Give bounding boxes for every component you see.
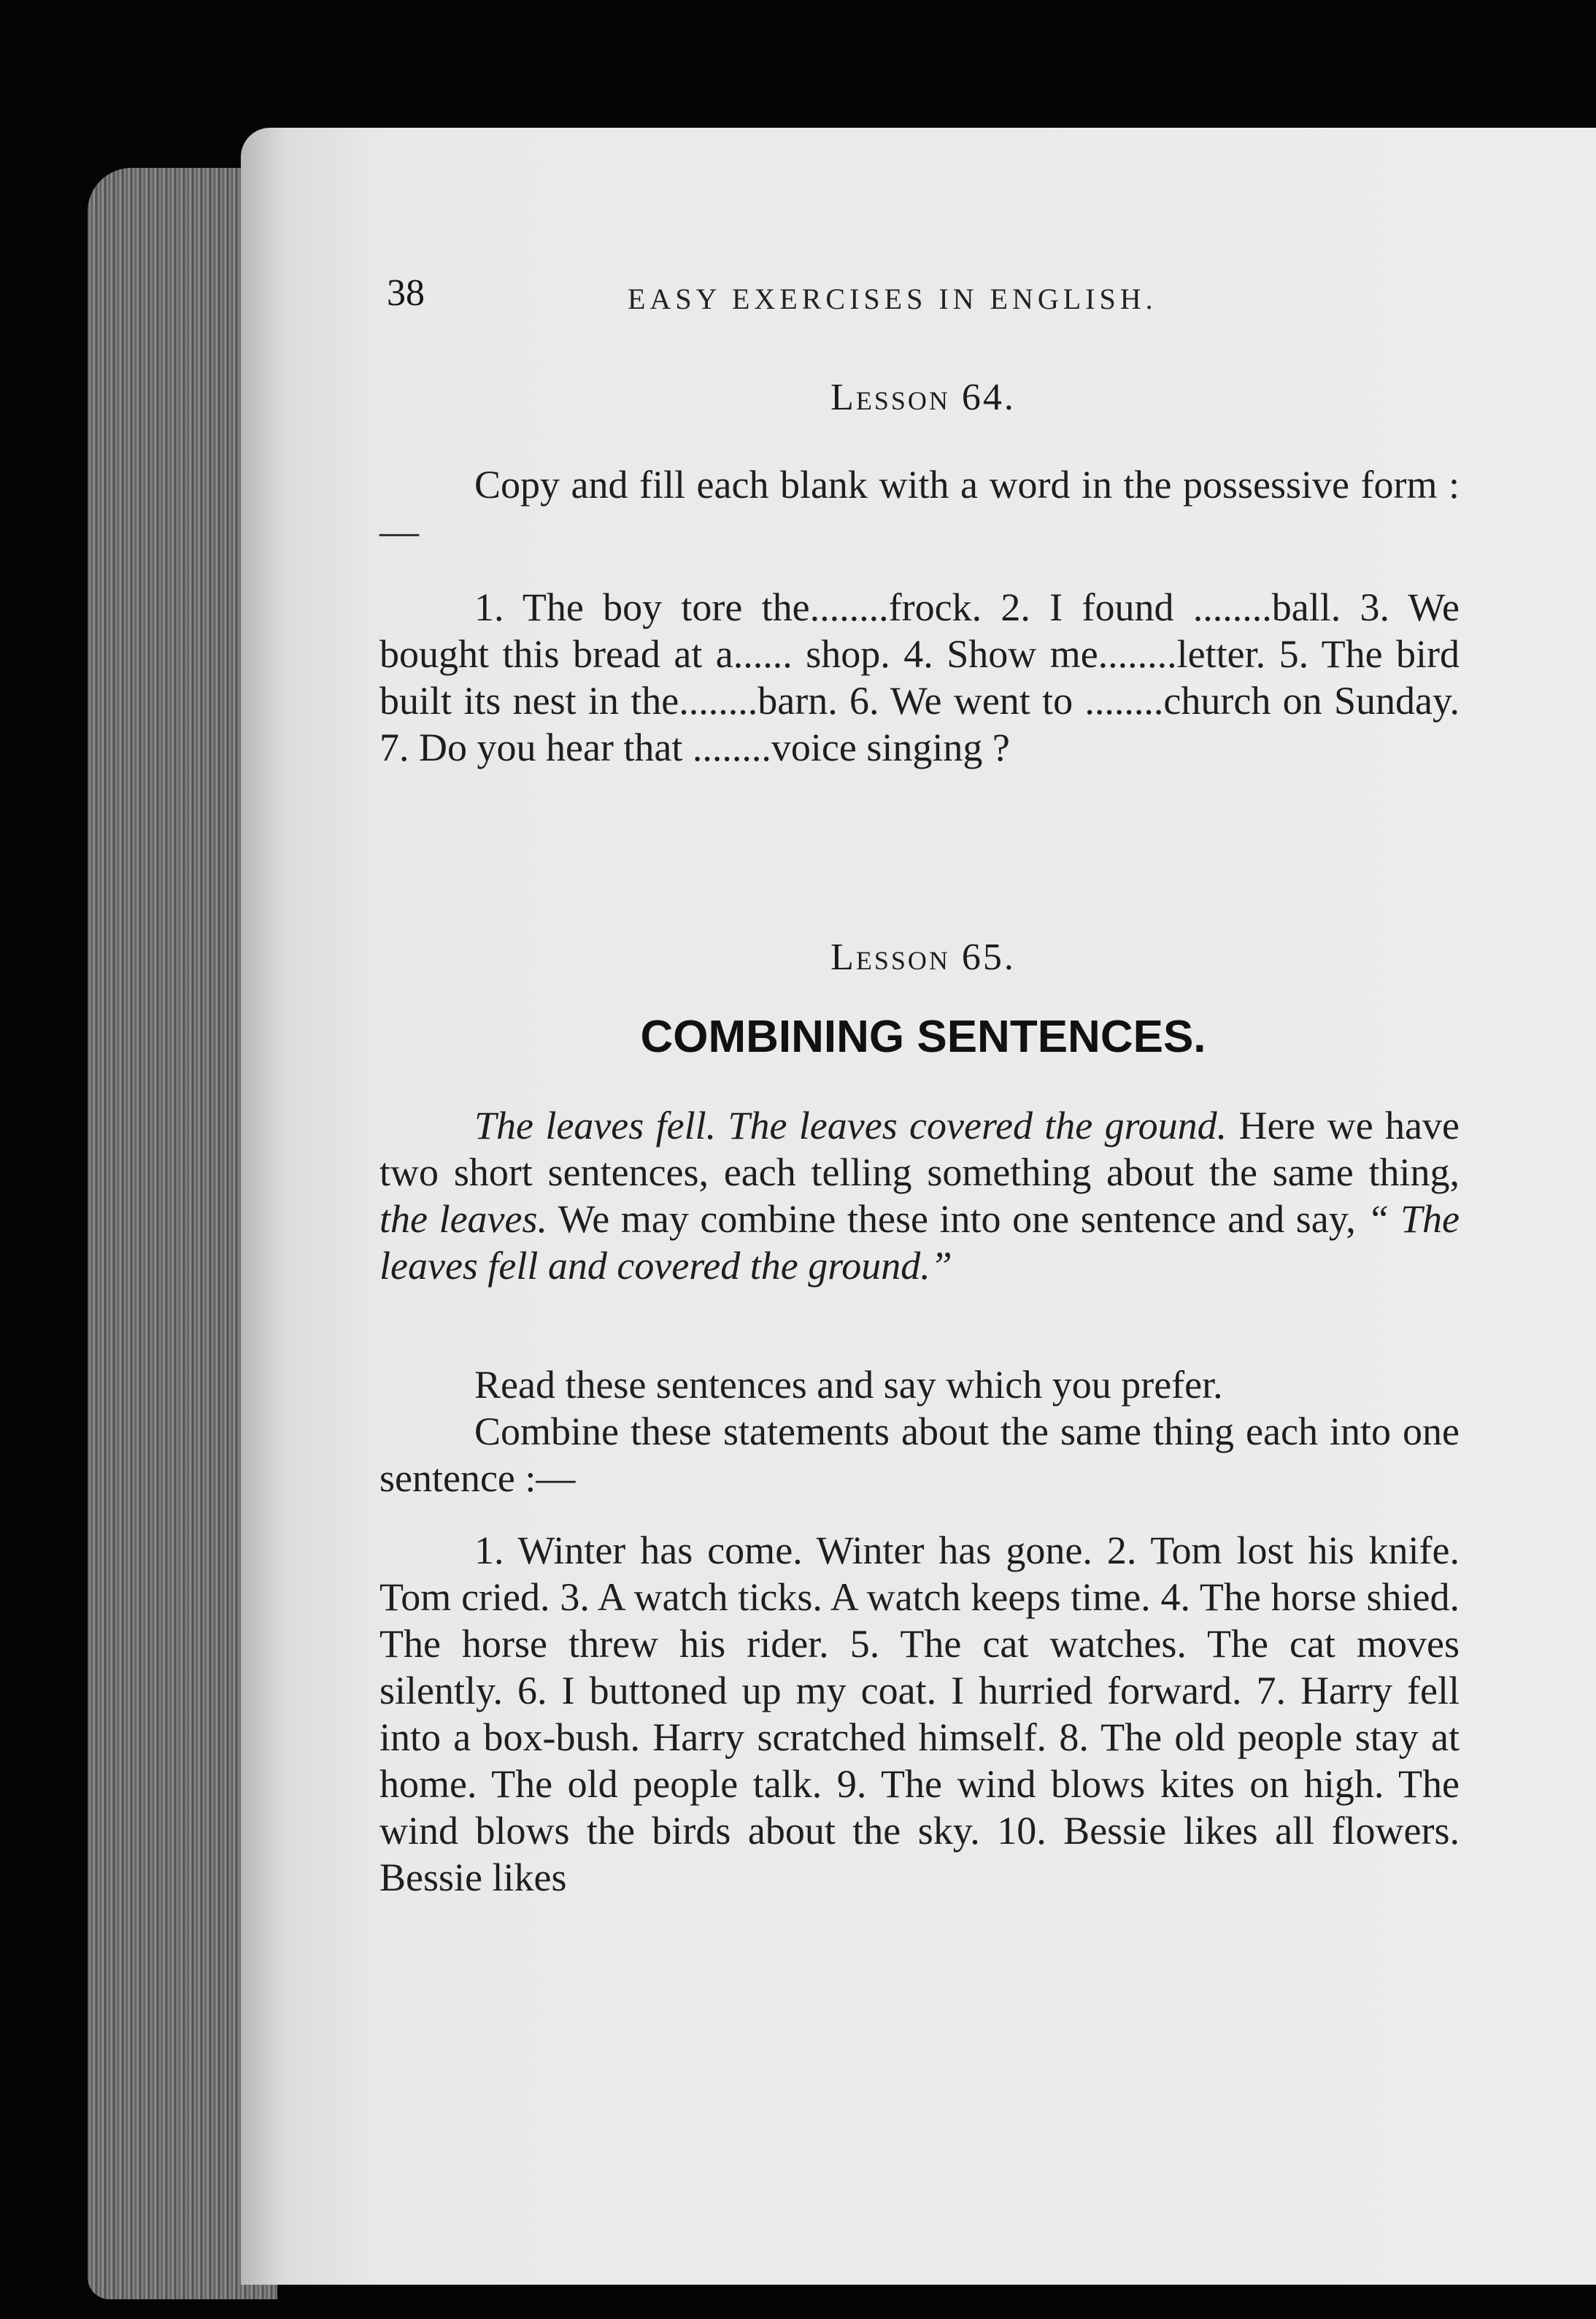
read-instruction	[379, 1361, 1460, 1408]
lesson-64-exercise-text: 1. The boy tore the........frock. 2. I found ........ball. 3. We bought this bread at a...... shop. 4. Show me........letter. 5. The bird built its nest in the........barn. 6. We went to ........church on Sunday. 7. Do you hear that ........voice singing ?	[379, 585, 1460, 769]
explanation-text-b: We may combine these into one sentence and say,	[558, 1197, 1356, 1241]
lesson-64-exercise	[379, 584, 1460, 771]
example-sentences: The leaves fell. The leaves covered the ground.	[474, 1104, 1227, 1147]
section-title: COMBINING SENTENCES.	[640, 1012, 1206, 1062]
explanation-subject: the leaves.	[379, 1197, 547, 1241]
combine-instruction-text: Combine these statements about the same thing each into one sentence :—	[379, 1410, 1460, 1500]
combine-instruction	[379, 1408, 1460, 1501]
lesson-64-instruction-text: Copy and fill each blank with a word in the possessive form :—	[379, 463, 1460, 553]
read-instruction-text: Read these sentences and say which you prefer.	[474, 1363, 1223, 1407]
lesson-64-instruction	[379, 461, 1460, 555]
running-title: EASY EXERCISES IN ENGLISH.	[628, 282, 1157, 315]
lesson-65-heading: Lesson 65.	[830, 937, 1016, 978]
combined-example: “ The leaves fell and covered the ground.”	[379, 1197, 1460, 1288]
page-number: 38	[387, 272, 425, 314]
lesson-64-heading: Lesson 64.	[830, 377, 1016, 418]
page-header	[387, 272, 1460, 330]
lesson-65-exercise-text: 1. Winter has come. Winter has gone. 2. Tom lost his knife. Tom cried. 3. A watch ticks. A watch keeps time. 4. The horse shied. The horse threw his rider. 5. The cat watches. The cat moves silently. 6. I buttoned up my coat. I hurried forward. 7. Harry fell into a box-bush. Harry scratched himself. 8. The old people stay at home. The old people talk. 9. The wind blows kites on high. The wind blows the birds about the sky. 10. Bessie likes all flowers. Bessie likes	[379, 1528, 1460, 1899]
lesson-65-exercise	[379, 1527, 1460, 1901]
lesson-65-explanation	[379, 1102, 1460, 1289]
explanation-text-a: Here we have two short sentences, each telling something about the same thing,	[379, 1104, 1460, 1194]
